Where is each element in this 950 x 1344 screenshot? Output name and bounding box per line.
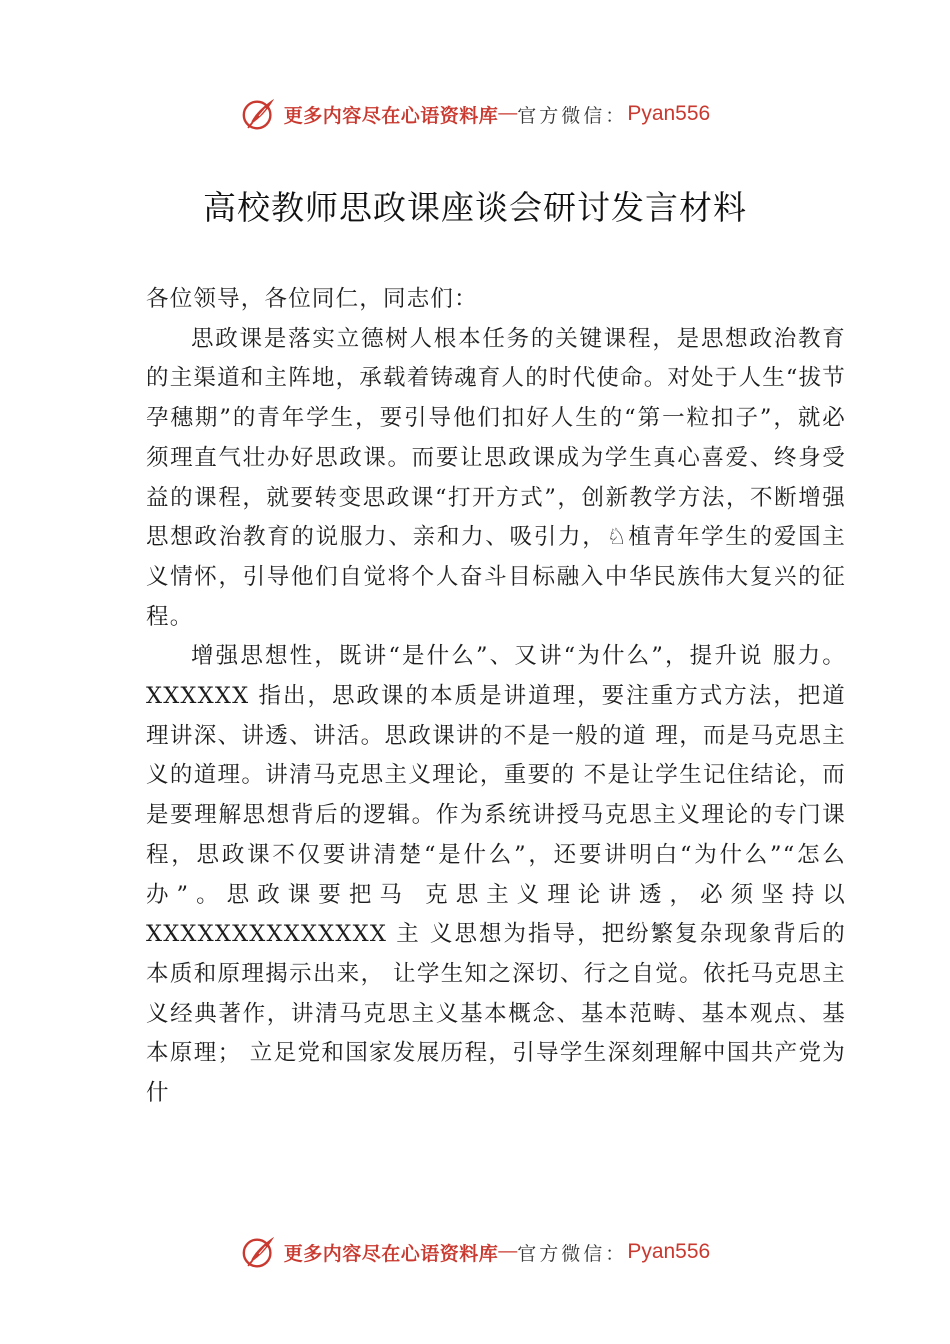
- banner-separator: —: [498, 1241, 518, 1262]
- footer-banner: [0, 1230, 950, 1274]
- quill-pen-logo-icon: [240, 1233, 278, 1271]
- banner-wechat-label: 官方微信：: [517, 1242, 628, 1265]
- document-body: [146, 280, 846, 1114]
- banner-wechat-id: Pyan556: [627, 1240, 711, 1263]
- salutation: 各位领导，各位同仁，同志们：: [146, 286, 478, 312]
- banner-wechat-label: 官方微信：: [517, 104, 628, 127]
- header-banner: [0, 92, 950, 136]
- paragraph-1: 思政课是落实立德树人根本任务的关键课程，是思想政治教育的主渠道和主阵地，承载着铸魂育人的时代使命。对处于人生“拔节孕穗期”的青年学生，要引导他们扣好人生的“第一粒扣子”，就必须理直气壮办好思政课。而要让思政课成为学生真心喜爱、终身受益的课程，就要转变思政课“打开方式”，创新教学方法，不断增强思想政治教育的说服力、亲和力、吸引力，♘植青年学生的爱国主义情怀，引导他们自觉将个人奋斗目标融入中华民族伟大复兴的征程。: [146, 325, 847, 630]
- banner-promo-text: 更多内容尽在心语资料库: [283, 1242, 499, 1265]
- document-title: 高校教师思政课座谈会研讨发言材料: [203, 188, 747, 227]
- banner-promo-text: 更多内容尽在心语资料库: [283, 104, 499, 127]
- paragraph-2: 增强思想性，既讲“是什么”、又讲“为什么”，提升说 服力。XXXXXX 指出，思政课的本质是讲道理，要注重方式方法，把道理讲深、讲透、讲活。思政课讲的不是一般的道 理，而是马克思主义的道理。讲清马克思主义理论，重要的 不是让学生记住结论，而是要理解思想背后的逻辑。作为系统讲授马克思主义理论的专门课程，思政课不仅要讲清楚“是什么”，还要讲明白“为什么”“怎么办”。思政课要把马 克思主义理论讲透，必须坚持以 XXXXXXXXXXXXXX 主 义思想为指导，把纷繁复杂现象背后的本质和原理揭示出来， 让学生知之深切、行之自觉。依托马克思主义经典著作，讲清马克思主义基本概念、基本范畴、基本观点、基本原理； 立足党和国家发展历程，引导学生深刻理解中国共产党为什: [146, 643, 846, 1107]
- banner-separator: —: [498, 103, 518, 124]
- quill-pen-logo-icon: [240, 95, 278, 133]
- banner-wechat-id: Pyan556: [627, 102, 711, 125]
